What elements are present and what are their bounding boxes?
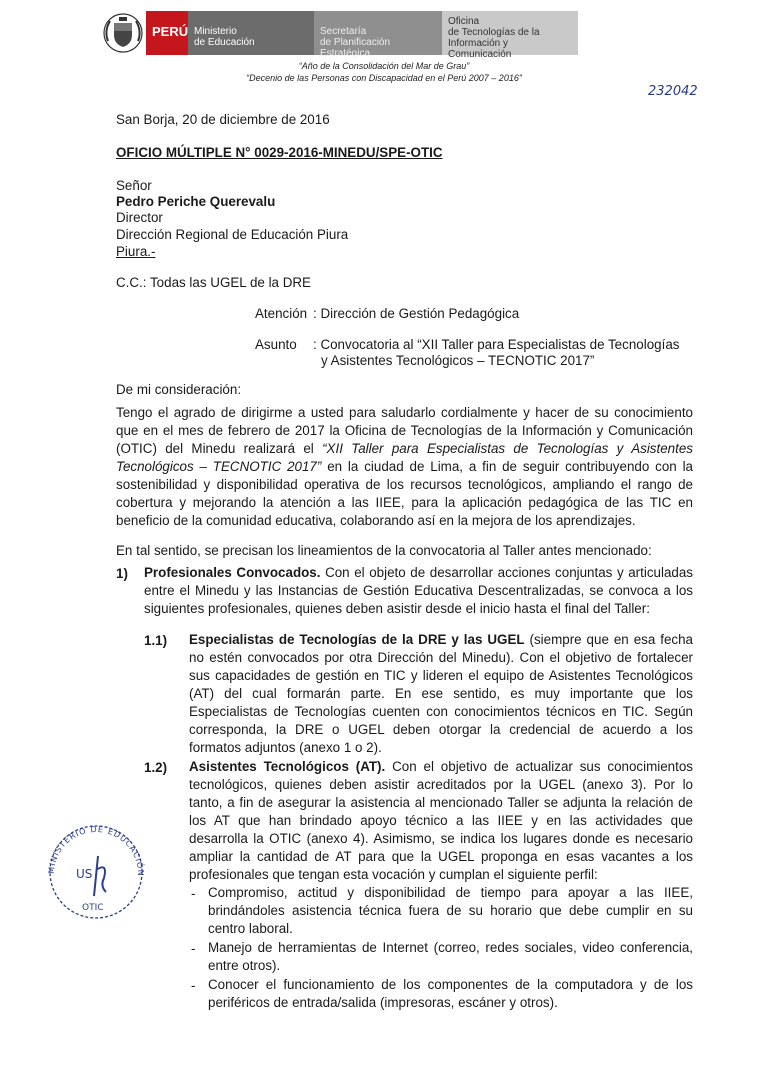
atencion-value: : Dirección de Gestión Pedagógica — [313, 306, 520, 321]
bullet-line: centro laboral. — [208, 921, 293, 936]
peru-label: PERÚ — [146, 11, 188, 55]
secretariat-line-1: Secretaría — [320, 26, 367, 37]
section-1-2-line: tecnológicos, quienes deben asistir acreditados por la UGEL (anexo 3). Por lo — [189, 777, 693, 792]
bullet-line: Compromiso, actitud y disponibilidad de tiempo para apoyar a las IIEE, — [208, 885, 693, 900]
section-1-title: Profesionales Convocados. — [144, 565, 321, 580]
bullet-item — [208, 939, 693, 974]
bullet-mark: - — [191, 941, 196, 956]
intro-text: (OTIC) del Minedu realizará el — [116, 441, 314, 456]
intro-line: sostenibilidad y disponibilidad operativa de los recursos tecnológicos, ampliando el rango de — [116, 477, 693, 492]
section-1-line — [144, 564, 693, 582]
section-1-number: 1) — [116, 566, 128, 581]
recipient-position: Director — [116, 210, 163, 225]
office-line-3: Información y Comunicación — [448, 38, 512, 60]
secretariat-line-2: de Planificación Estratégica — [320, 37, 391, 59]
ministry-line-1: Ministerio — [194, 26, 237, 37]
recipient-office: Dirección Regional de Educación Piura — [116, 227, 349, 242]
section-1-2-line — [189, 758, 693, 776]
section-1-2-line: tanto, a fin de asegurar la asistencia al mencionado Taller se adjunta la relación de — [189, 795, 693, 810]
section-1-2-text: Con el objetivo de actualizar sus conocimientos — [385, 759, 693, 774]
section-1-1-line: Especialistas de Tecnologías cuenten con conocimientos técnicos en TIC. Según — [189, 704, 693, 719]
section-1-1-line: sus capacidades de gestión en TIC y lideren el equipo de Asistentes Tecnológicos — [189, 668, 693, 683]
section-1-2-line: ampliar la cantidad de AT para que la UGEL proponga en esas vacantes a los — [189, 849, 693, 864]
asunto-value-2: y Asistentes Tecnológicos – TECNOTIC 2017” — [321, 353, 595, 368]
asunto-value-1: : Convocatoria al “XII Taller para Especialistas de Tecnologías — [313, 337, 680, 352]
section-1-line: entre el Minedu y las Instancias de Gestión Educativa Descentralizadas, se convoca a los — [144, 583, 693, 598]
bullet-item — [208, 884, 693, 937]
ministry-line-2: de Educación — [194, 37, 255, 48]
section-1-1-line — [189, 631, 693, 649]
coat-of-arms-icon — [100, 11, 146, 55]
asunto-label: Asunto — [255, 337, 297, 352]
section-1-1-number: 1.1) — [144, 633, 168, 648]
taller-name: “XII Taller para Especialistas de Tecnologías y Asistentes — [322, 441, 693, 456]
recipient-name: Pedro Periche Querevalu — [116, 194, 276, 209]
section-1-2-line: los AT que han brindado apoyo técnico a las IIEE y en las actividades que — [189, 813, 693, 828]
section-1-paragraph — [144, 564, 693, 617]
bullet-line: Conocer el funcionamiento de los componentes de la computadora y de los — [208, 977, 693, 992]
taller-name-cont: Tecnológicos – TECNOTIC 2017” — [116, 459, 322, 474]
recipient-salutation: Señor — [116, 178, 152, 193]
motto-line-2: “Decenio de las Personas con Discapacidad en el Perú 2007 – 2016” — [246, 73, 522, 83]
section-1-1-line: corresponda, la DRE o UGEL deben otorgar la credencial de acuerdo a los — [189, 722, 693, 737]
office-line-1: Oficina — [448, 16, 480, 27]
signature-mark — [94, 856, 106, 896]
section-1-1-paragraph — [189, 631, 693, 756]
motto-line-1: “Año de la Consolidación del Mar de Grau” — [298, 61, 470, 71]
section-1-text: Con el objeto de desarrollar acciones conjuntas y articuladas — [320, 565, 693, 580]
intro-line: Tengo el agrado de dirigirme a usted para saludarlo cordialmente y hacer de su conocimiento — [116, 405, 693, 420]
intro-line — [116, 440, 693, 458]
letterhead — [100, 11, 578, 60]
section-1-2-line: desarrolla la OTIC (anexo 4). Asimismo, se indica los lugares donde es necesario — [189, 831, 693, 846]
intro-line: cobertura y mejorando la atención a las IIEE, para la aplicación pedagógica de las TIC en — [116, 495, 693, 510]
office-seal — [38, 812, 154, 928]
bullet-item — [208, 976, 693, 1011]
recipient-city: Piura.- — [116, 244, 156, 259]
section-1-1-line: no estén convocados por otra Dirección del Minedu). Con el objetivo de fortalecer — [189, 650, 693, 665]
seal-center-text: US — [76, 867, 93, 881]
registry-number: 232042 — [648, 84, 698, 99]
section-1-1-line: formatos adjuntos (anexo 1 o 2). — [189, 740, 382, 755]
section-1-1-text: (siempre que en esa fecha — [524, 632, 693, 647]
section-1-1-title: Especialistas de Tecnologías de la DRE y las UGEL — [189, 632, 525, 647]
bullet-line: periféricos de entrada/salida (impresoras, escáner y otros). — [208, 995, 558, 1010]
intro-line: beneficio de la comunidad educativa, colaborando así en la mejora de los aprendizajes. — [116, 513, 636, 528]
section-1-2-line: profesionales que tengan esta vocación y cumplan el siguiente perfil: — [189, 867, 598, 882]
section-1-2-number: 1.2) — [144, 760, 168, 775]
atencion-label: Atención — [255, 306, 308, 321]
intro-paragraph — [116, 404, 693, 529]
seal-top-text: MINISTERIO DE EDUCACIÓN — [46, 824, 146, 877]
bullet-mark: - — [191, 886, 196, 901]
bullet-line: Manejo de herramientas de Internet (correo, redes sociales, video conferencia, — [208, 940, 693, 955]
intro-line — [116, 458, 693, 476]
intro-line: que en el mes de febrero de 2017 la Oficina de Tecnologías de la Información y Comunicación — [116, 423, 693, 438]
intro-text: en la ciudad de Lima, a fin de seguir contribuyendo con la — [321, 459, 693, 474]
seal-bottom-text: OTIC — [82, 903, 104, 913]
section-1-line: siguientes profesionales, quienes deben asistir desde el inicio hasta el final del Taller: — [144, 601, 650, 616]
secretariat-label — [314, 11, 442, 59]
section-1-2-title: Asistentes Tecnológicos (AT). — [189, 759, 386, 774]
ministry-label — [188, 11, 314, 55]
document-title: OFICIO MÚLTIPLE N° 0029-2016-MINEDU/SPE-OTIC — [116, 145, 443, 160]
place-date: San Borja, 20 de diciembre de 2016 — [116, 112, 330, 127]
sense-line: En tal sentido, se precisan los lineamientos de la convocatoria al Taller antes mencionado: — [116, 543, 652, 558]
bullet-line: brindándoles asistencia técnica fuera de su horario que debe cumplir en su — [208, 903, 693, 918]
bullet-line: entre otros). — [208, 958, 281, 973]
greeting: De mi consideración: — [116, 382, 242, 397]
section-1-2-paragraph — [189, 758, 693, 883]
cc-line: C.C.: Todas las UGEL de la DRE — [116, 275, 311, 290]
bullet-mark: - — [191, 978, 196, 993]
section-1-1-line: (AT) del cual formarán parte. En ese sentido, es muy importante que los — [189, 686, 693, 701]
office-line-2: de Tecnologías de la — [448, 27, 540, 38]
office-label — [442, 11, 578, 60]
